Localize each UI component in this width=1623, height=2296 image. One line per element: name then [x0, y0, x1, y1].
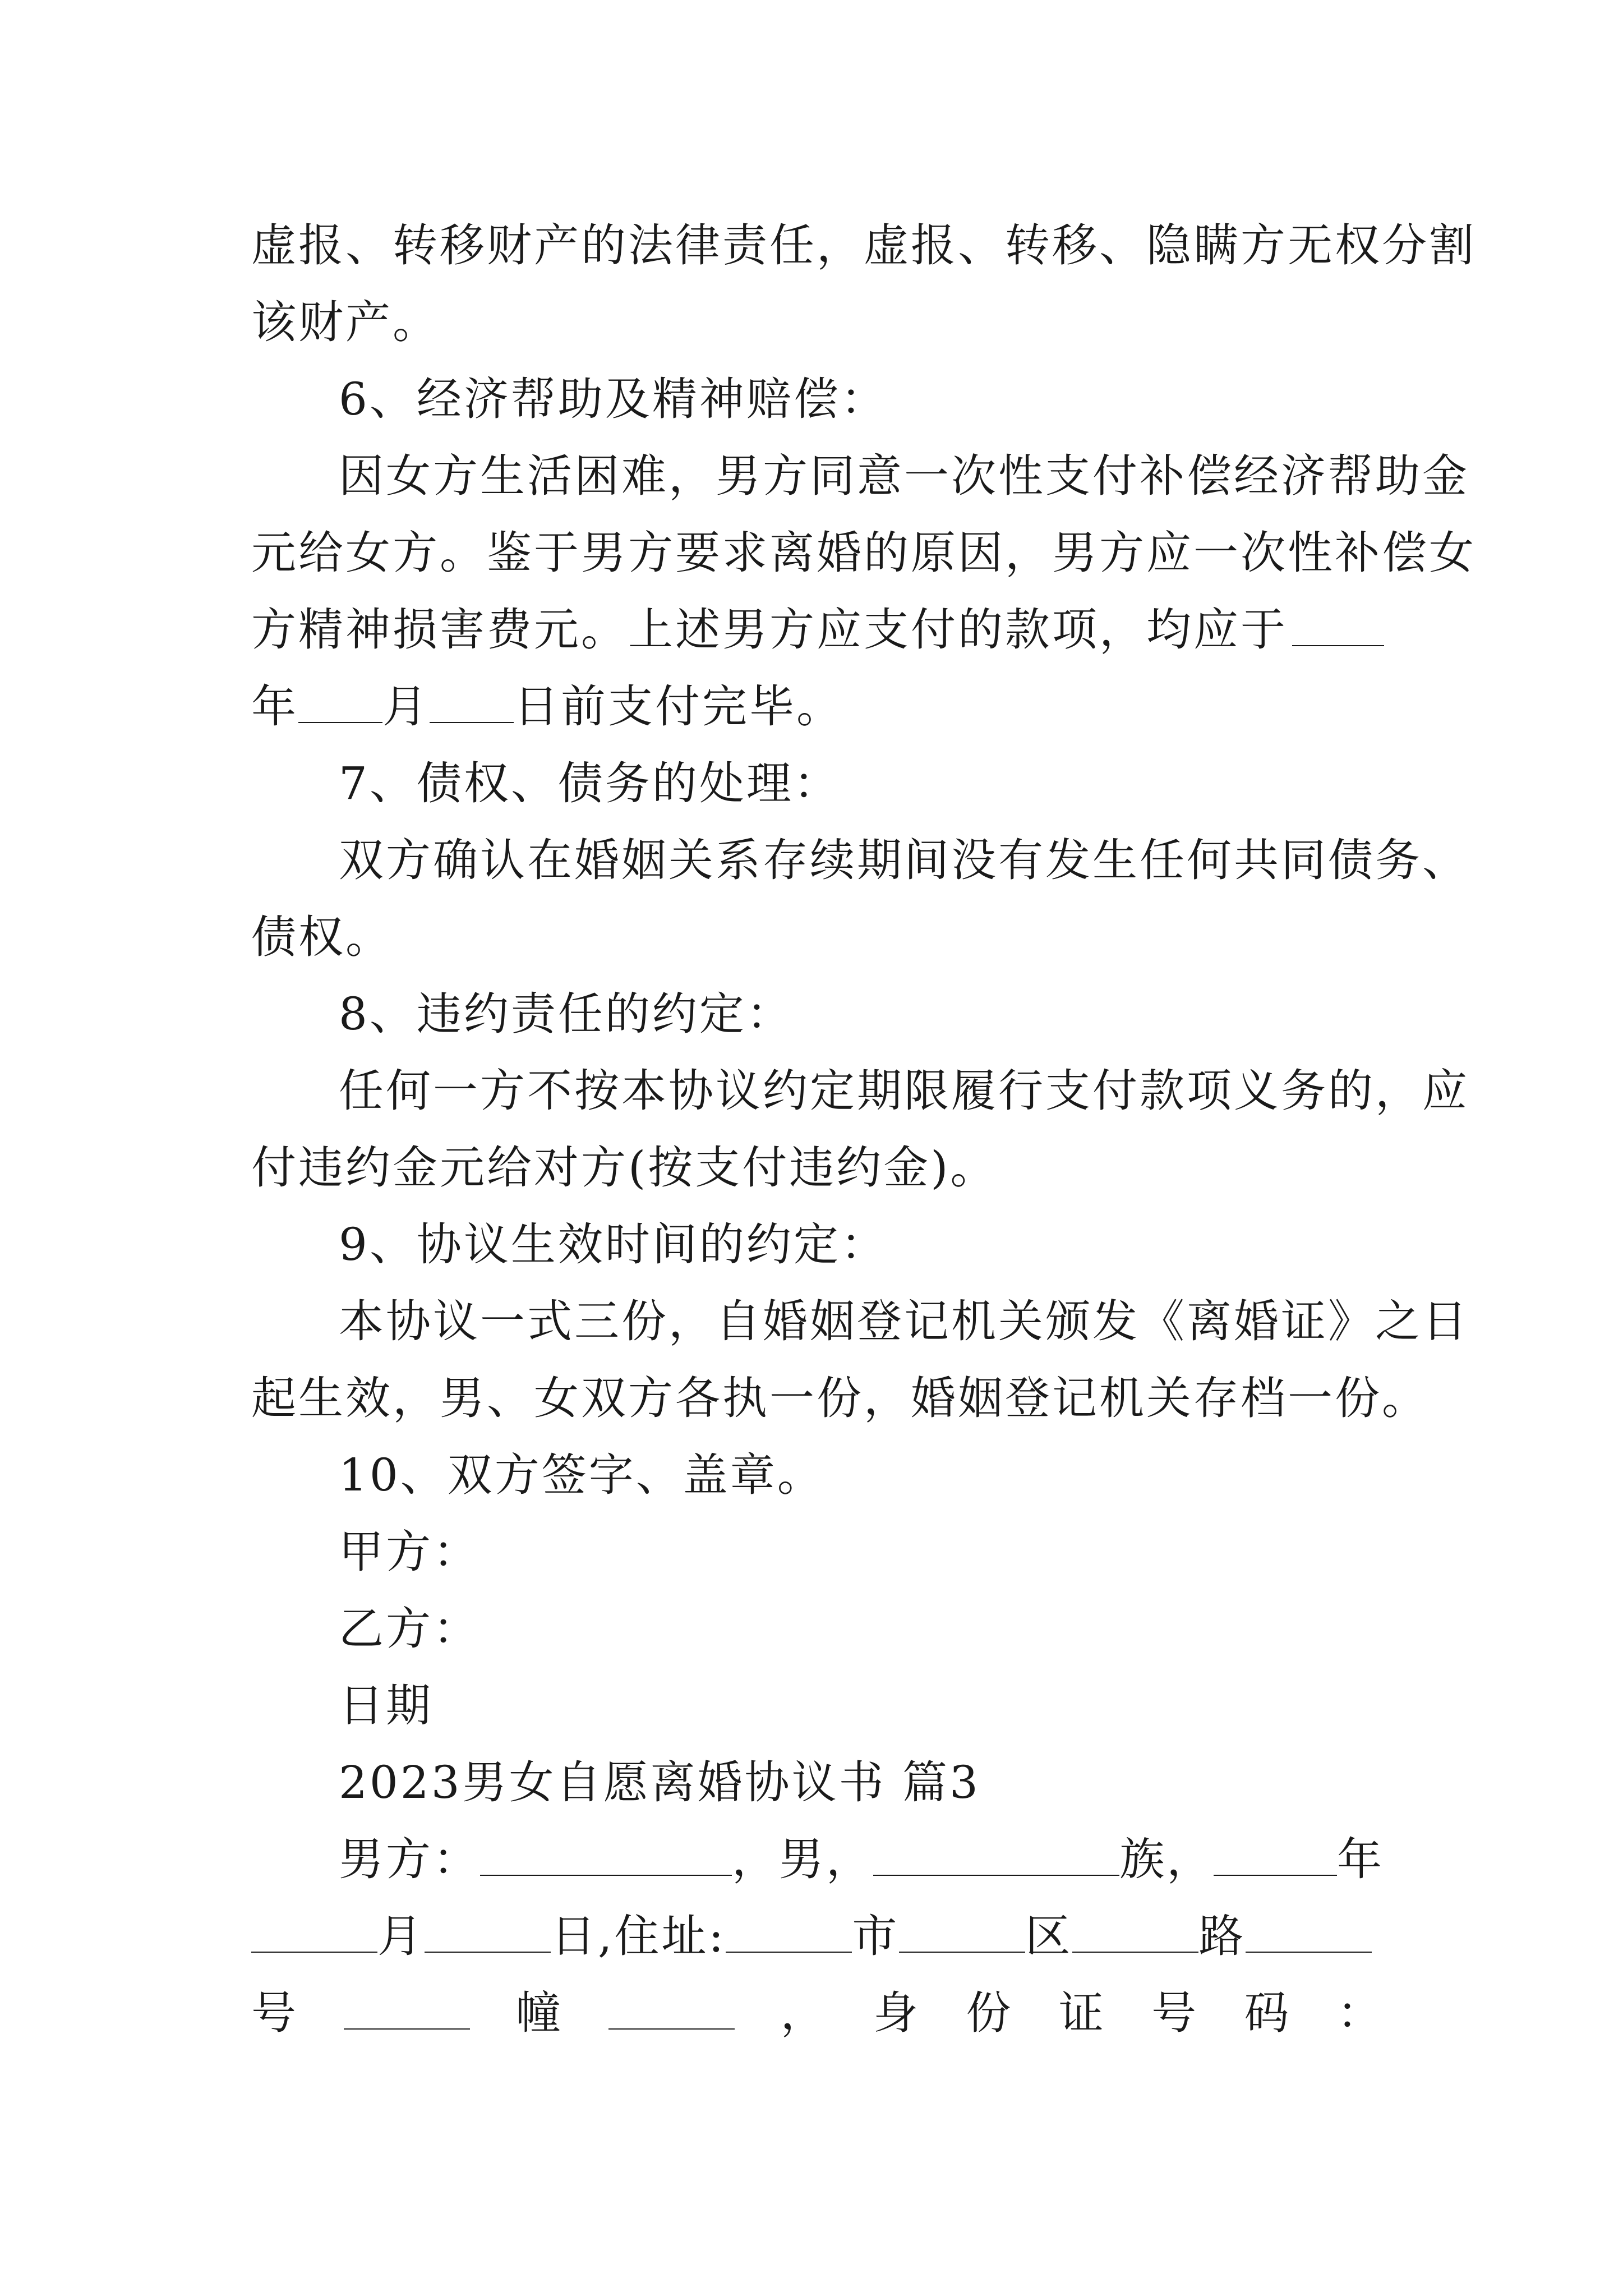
paragraph-text: 虚报、转移财产的法律责任，虚报、转移、隐瞒方无权分割: [251, 219, 1476, 272]
heading-text: 6、经济帮助及精神赔偿：: [339, 373, 888, 425]
building-label: 幢: [515, 1987, 563, 2039]
number-blank: [344, 2028, 470, 2030]
section-heading-10: [251, 1437, 1384, 1513]
paragraph-text: 债权。: [251, 911, 393, 963]
name-blank: [480, 1875, 732, 1876]
birth-year-blank: [1214, 1875, 1337, 1876]
id-char: 码: [1244, 1987, 1292, 2039]
birth-day-blank: [425, 1952, 551, 1953]
colon-text: ：: [1336, 1987, 1384, 2039]
city-blank: [726, 1952, 852, 1953]
text-line: [251, 822, 1469, 899]
paragraph-text: 双方确认在婚姻关系存续期间没有发生任何共同债务、: [339, 834, 1469, 886]
paragraph-text: 日前支付完毕。: [514, 680, 843, 733]
gender-text: ，男，: [731, 1833, 873, 1885]
heading-text: 8、违约责任的约定：: [339, 988, 794, 1040]
form-row-1: [251, 1821, 1384, 1898]
year-label: 年: [1337, 1833, 1384, 1885]
form-row-2: [251, 1898, 1384, 1975]
id-char: 份: [966, 1987, 1013, 2039]
district-blank: [899, 1952, 1025, 1953]
date-label: 日期: [339, 1680, 433, 1732]
road-label: 路: [1198, 1910, 1246, 1962]
id-char: 号: [1151, 1987, 1199, 2039]
paragraph-text: 付违约金元给对方(按支付违约金)。: [251, 1142, 998, 1194]
text-line: [251, 514, 1476, 591]
city-label: 市: [852, 1910, 900, 1962]
text-line: [251, 1052, 1469, 1129]
month-label: 月: [377, 1910, 425, 1962]
year-label: 年: [251, 680, 298, 733]
signature-party-b: [251, 1590, 1384, 1667]
form-row-3: [251, 1975, 1384, 2051]
paragraph-text: 起生效，男、女双方各执一份，婚姻登记机关存档一份。: [251, 1372, 1429, 1424]
party-b-label: 乙方：: [339, 1603, 480, 1655]
text-line: [251, 899, 1384, 976]
month-label: 月: [382, 680, 430, 733]
heading-text: 10、双方签字、盖章。: [339, 1449, 824, 1501]
fill-blank: [1292, 645, 1384, 646]
heading-text: 7、债权、债务的处理：: [339, 757, 841, 809]
text-line: [251, 438, 1469, 514]
id-char: 身: [873, 1987, 920, 2039]
paragraph-text: 元给女方。鉴于男方要求离婚的原因，男方应一次性补偿女: [251, 527, 1476, 579]
paragraph-text: 方精神损害费元。上述男方应支付的款项，均应于: [251, 604, 1288, 656]
birth-month-blank: [251, 1952, 377, 1953]
text-line: [251, 1283, 1469, 1360]
text-line: [251, 1360, 1429, 1437]
paragraph-text: 该财产。: [251, 296, 440, 348]
heading-text: 9、协议生效时间的约定：: [339, 1218, 888, 1271]
text-line: [251, 1129, 1384, 1206]
number-label: 号: [251, 1987, 298, 2039]
text-line: [251, 668, 1384, 745]
party-a-label: 甲方：: [339, 1526, 480, 1578]
house-number-blank: [1246, 1952, 1372, 1953]
road-blank: [1072, 1952, 1198, 1953]
address-label: 日,住址:: [551, 1910, 726, 1962]
district-label: 区: [1025, 1910, 1073, 1962]
part-3-title: [251, 1744, 1384, 1821]
signature-party-a: [251, 1513, 1384, 1590]
signature-date: [251, 1667, 1384, 1744]
comma-text: ，: [780, 1987, 828, 2039]
paragraph-text: 本协议一式三份，自婚姻登记机关颁发《离婚证》之日: [339, 1295, 1469, 1347]
text-line: [251, 207, 1476, 284]
id-char: 证: [1058, 1987, 1106, 2039]
fill-blank: [298, 722, 382, 723]
male-party-label: 男方：: [339, 1833, 480, 1885]
ethnicity-blank: [873, 1875, 1119, 1876]
document-body: [251, 207, 1476, 2051]
fill-blank: [430, 722, 514, 723]
paragraph-text: 因女方生活困难，男方同意一次性支付补偿经济帮助金: [339, 450, 1469, 502]
part-title-text: 2023男女自愿离婚协议书 篇3: [339, 1756, 980, 1809]
section-heading-8: [251, 976, 1384, 1052]
text-line: [251, 591, 1384, 668]
building-blank: [608, 2028, 735, 2030]
ethnicity-label: 族，: [1119, 1833, 1214, 1885]
section-heading-9: [251, 1206, 1384, 1283]
text-line: [251, 284, 1384, 361]
section-heading-7: [251, 745, 1384, 822]
paragraph-text: 任何一方不按本协议约定期限履行支付款项义务的，应: [339, 1065, 1469, 1117]
section-heading-6: [251, 361, 1384, 438]
